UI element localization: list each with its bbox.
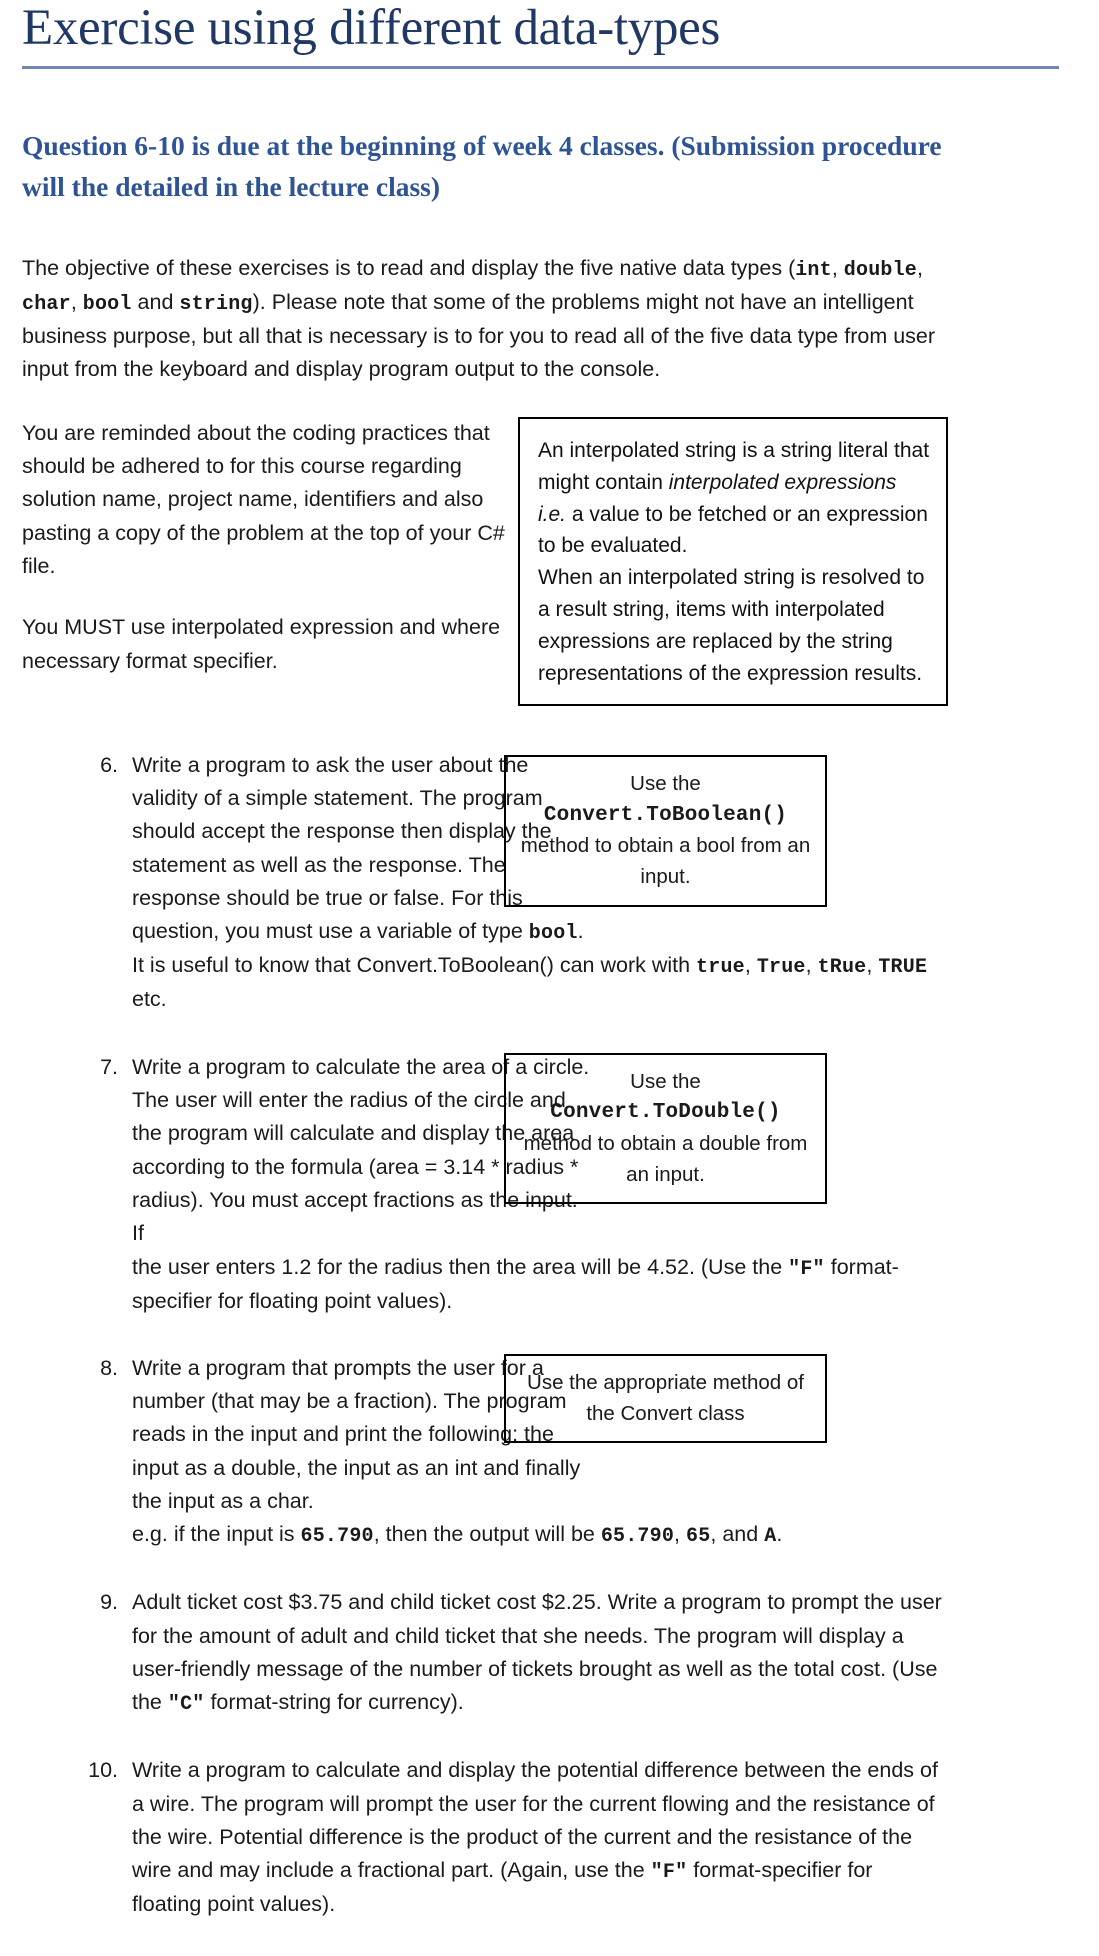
q6-code-bool: bool [528,922,578,946]
due-date-heading: Question 6-10 is due at the beginning of week 4 classes. (Submission procedure will the detailed in the lecture class) [22,129,942,203]
question-number-6: 6. [100,752,118,777]
question-item-6 [22,749,1059,1017]
interpolated-string-info-box [518,417,948,706]
q6-hint-code: Convert.ToBoolean() [543,803,788,827]
reminder-and-info-section [22,417,1059,707]
question-9-text [132,1586,947,1720]
question-number-8: 8. [100,1355,118,1380]
q9-code-c-specifier: "C" [167,1693,205,1717]
q7-full-post: format-specifier for floating point values). [132,1254,899,1313]
q8-full-post: . [776,1522,783,1547]
question-list [22,749,1059,1922]
q6-hint-line-2: method to obtain a bool from an input. [520,834,811,888]
q8-full-mid-3: , and [710,1522,765,1547]
q8-code-output-int: 65 [686,1525,711,1549]
q10-text-post: format-specifier for floating point values). [132,1858,873,1917]
q6-full-sep-2: , [805,953,818,978]
reminder-paragraph-2: You MUST use interpolated expression and where necessary format specifier. [22,615,501,673]
q8-code-output-char: A [764,1525,777,1549]
question-6-full-text [132,949,947,1016]
q7-hint-line-1: Use the [630,1069,701,1093]
intro-paragraph [22,252,962,387]
question-7-narrow-text: Write a program to calculate the area of a circle. The user will enter the radius of the circle and the program will calculate and display the area according to the formula (area = 3.14 * radius * radius). You must accept fractions as the input. If [132,1054,590,1246]
question-number-9: 9. [100,1590,118,1615]
q6-code-true-title: True [756,956,806,980]
q8-code-output-double: 65.790 [600,1525,675,1549]
info-box-italic-term: interpolated expressions i.e. [538,470,897,526]
title-divider [22,66,1059,69]
info-box-text-pre: An interpolated string is a string literal that might contain [538,438,930,494]
q10-text-pre: Write a program to calculate and display the potential difference between the ends of a wire. The program will prompt the user for the current flowing and the resistance of the wire. Potential difference is the product of the current and the resistance of the wire and may include a fractional part. (Again, use the [132,1758,938,1883]
intro-sep-2: , [917,256,923,281]
q8-full-pre: e.g. if the input is [132,1522,301,1547]
info-box-paragraph-2: When an interpolated string is resolved to a result string, items with interpolated expressions are replaced by the string representations of the expression results. [538,566,925,686]
q7-hint-line-2: method to obtain a double from an input. [523,1131,808,1186]
q6-code-true-lower: true [696,956,745,980]
info-box-text-post: a value to be fetched or an expression to be evaluated. [538,502,928,558]
q6-full-sep-1: , [744,953,757,978]
question-number-7: 7. [100,1054,118,1079]
q6-code-true-mixed: tRue [817,956,867,980]
question-7-hint-box [504,1053,827,1205]
q7-full-pre: the user enters 1.2 for the radius then the area will be 4.52. (Use the [132,1254,789,1279]
q8-full-mid-1: , then the output will be [373,1522,601,1547]
q10-code-f-specifier: "F" [650,1861,688,1885]
type-double: double [843,259,918,283]
q7-hint-code: Convert.ToDouble() [550,1101,781,1125]
question-item-7 [22,1051,1059,1318]
question-8-hint-box [504,1354,827,1444]
intro-text-part2: ). Please note that some of the problems might not have an intelligent business purpose, but all that is necessary is to for you to read all of the five data type from user input from the keyboard and display program output to the console. [22,290,936,382]
question-item-8 [22,1352,1059,1553]
q8-full-mid-2: , [674,1522,686,1547]
reminder-column [22,417,522,678]
q6-full-post: etc. [132,987,167,1012]
q8-hint-line-1: Use the appropriate method of [527,1370,804,1394]
intro-sep-1: , [831,256,844,281]
type-bool: bool [82,293,132,317]
q9-text-pre: Adult ticket cost $3.75 and child ticket cost $2.25. Write a program to prompt the user for the amount of adult and child ticket that she needs. The program will display a user-friendly message of the number of tickets brought as well as the total cost. (Use the [132,1590,942,1715]
type-int: int [795,259,832,283]
question-10-text [132,1754,947,1921]
page-title: Exercise using different data-types [22,0,721,56]
q8-code-input-value: 65.790 [300,1525,374,1549]
type-char: char [22,293,71,317]
q6-full-pre: It is useful to know that Convert.ToBoolean() can work with [132,953,697,978]
info-box-paragraph-1 [538,435,930,563]
question-item-10 [22,1754,1059,1921]
intro-text-part1: The objective of these exercises is to read and display the five native data types ( [22,256,796,281]
question-8-full-text [132,1518,947,1552]
question-8-narrow-text: Write a program that prompts the user for a number (that may be a fraction). The program reads in the input and print the following: the input as a double, the input as an int and finally the input as a char. [132,1355,581,1514]
question-7-full-text [132,1251,947,1318]
q9-text-post: format-string for currency). [204,1690,464,1715]
q8-hint-line-2: the Convert class [586,1401,745,1425]
q6-full-sep-3: , [866,953,879,978]
question-item-9 [22,1586,1059,1720]
q7-code-f-specifier: "F" [788,1257,825,1281]
q6-hint-line-1: Use the [630,771,701,795]
q6-code-true-upper: TRUE [878,956,928,980]
reminder-paragraph-1: You are reminded about the coding practices that should be adhered to for this course regarding solution name, project name, identifiers and also pasting a copy of the problem at the top of your C# file. [22,420,505,579]
question-6-hint-box [504,755,827,907]
q6-text-pre: Write a program to ask the user about the validity of a simple statement. The program should accept the response then display the statement as well as the response. The response should be true or false. For this question, you must use a variable of type [132,752,552,944]
question-number-10: 10. [88,1758,118,1783]
intro-sep-3: , [70,290,83,315]
intro-sep-4: and [131,290,180,315]
q6-text-post: . [577,919,584,944]
type-string: string [179,293,253,317]
